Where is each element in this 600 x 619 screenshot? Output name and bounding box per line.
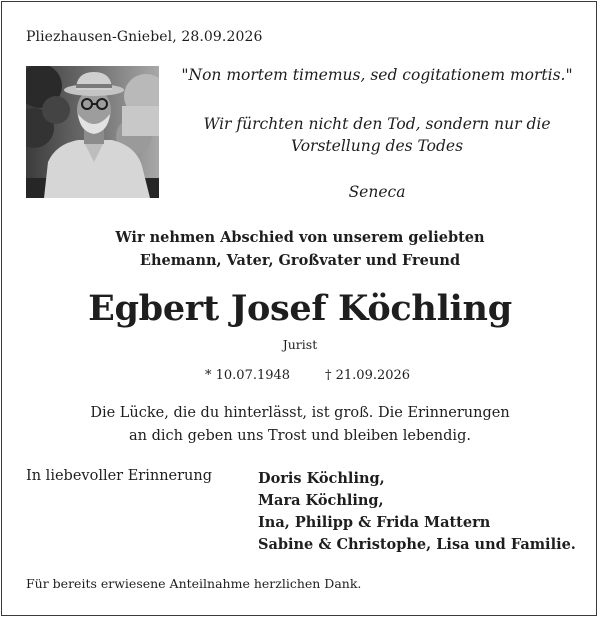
- thanks-note: Für bereits erwiesene Anteilnahme herzlichen Dank.: [26, 576, 362, 591]
- quote-german-line-1: Wir fürchten nicht den Tod, sondern nur die: [203, 115, 551, 133]
- intro-line-2: Ehemann, Vater, Großvater und Freund: [139, 252, 461, 269]
- quote-author: Seneca: [348, 183, 406, 201]
- mourner-name: Doris Köchling,: [258, 470, 385, 487]
- quote-latin: "Non mortem timemus, sed cogitationem mortis.": [181, 66, 573, 84]
- closing-line-1: Die Lücke, die du hinterlässt, ist groß. Die Erinnerungen: [90, 405, 510, 421]
- birth-date: * 10.07.1948: [205, 368, 291, 383]
- death-date: † 21.09.2026: [325, 368, 411, 383]
- portrait-photo: [26, 66, 159, 198]
- mourner-name: Sabine & Christophe, Lisa und Familie.: [258, 536, 576, 553]
- mourner-name: Ina, Philipp & Frida Mattern: [258, 514, 491, 531]
- place-date: Pliezhausen-Gniebel, 28.09.2026: [26, 29, 263, 45]
- mourners-list: [258, 468, 576, 556]
- quote-german-line-2: Vorstellung des Todes: [290, 137, 464, 155]
- obituary-frame: [1, 1, 597, 616]
- closing-line-2: an dich geben uns Trost und bleiben lebendig.: [129, 428, 471, 444]
- mourner-name: Mara Köchling,: [258, 492, 384, 509]
- intro-line-1: Wir nehmen Abschied von unserem geliebten: [115, 229, 485, 246]
- deceased-profession: Jurist: [282, 337, 318, 352]
- quote-german: [172, 113, 582, 157]
- intro-text: [2, 226, 598, 272]
- deceased-name: Egbert Josef Köchling: [88, 288, 512, 329]
- memory-label: In liebevoller Erinnerung: [26, 468, 213, 484]
- closing-text: [2, 402, 598, 448]
